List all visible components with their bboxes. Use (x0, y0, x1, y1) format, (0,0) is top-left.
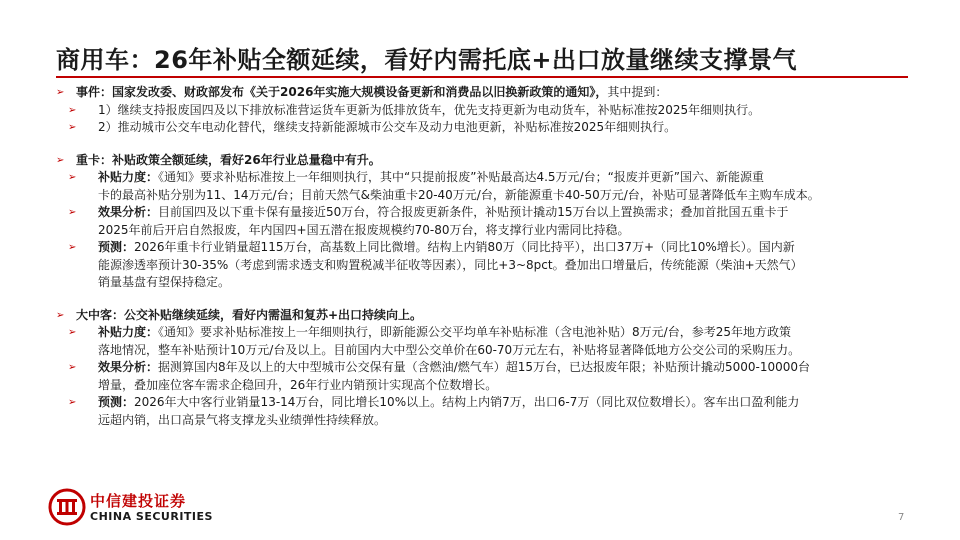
event-tail: 其中提到： (607, 85, 668, 99)
red-arrow-bullet-icon: ➢ (56, 154, 65, 166)
section-heavy-truck-heading: ➢ 重卡：补贴政策全额延续，看好26年行业总量稳中有升。 (56, 152, 912, 170)
event-text: 国家发改委、财政部发布《关于2026年实施大规模设备更新和消费品以旧换新政策的通知》， (112, 85, 608, 99)
list-item: ➢ 2）推动城市公交车电动化替代，继续支持新能源城市公交车及动力电池更新，补贴标准按2025年细则执行。 (56, 119, 912, 137)
page-title: 商用车：26年补贴全额延续，看好内需托底+出口放量继续支撑景气 (56, 46, 798, 74)
event-label: 事件： (76, 85, 113, 99)
red-arrow-bullet-icon: ➢ (68, 104, 77, 116)
red-arrow-bullet-icon: ➢ (68, 397, 77, 408)
list-item: ➢ 预测：2026年重卡行业销量超115万台，高基数上同比微增。结构上内销80万（同比持平），出口37万+（同比10%增长）。国内新 能源渗透率预计30-35%（考虑到需求透支和购置税减半征收等因素），同比+3~8pct。叠加出口增量后，传统能源（柴油+天然气） 销量基盘有望保持稳定。 (68, 240, 803, 289)
list-item: ➢ 补贴力度：《通知》要求补贴标准按上一年细则执行，即新能源公交平均单车补贴标准（含电池补贴）8万元/台，参考25年地方政策 落地情况，整车补贴预计10万元/台及以上。目前国内大中型公交单价在60-70万元左右，补贴将显著降低地方公交公司的采购压力。 (68, 325, 801, 357)
list-item: ➢ 补贴力度：《通知》要求补贴标准按上一年细则执行，其中“只提前报废”补贴最高达4.5万元/台；“报废并更新”国六、新能源重 卡的最高补贴分别为11、14万元/台；目前天然气&柴油重卡20-40万元/台，新能源重卡40-50万元/台，补贴可显著降低车主购车成本。 (68, 170, 820, 202)
red-arrow-bullet-icon: ➢ (68, 172, 77, 183)
citic-logo-icon (48, 488, 86, 526)
list-item: ➢ 效果分析：据测算国内8年及以上的大中型城市公交保有量（含燃油/燃气车）超15万台，已达报废年限；补贴预计撬动5000-10000台 增量，叠加座位客车需求企稳回升，26年行业内销预计实现高个位数增长。 (68, 360, 811, 392)
section-bus-heading: ➢ 大中客：公交补贴继续延续，看好内需温和复苏+出口持续向上。 (56, 307, 912, 325)
page-number: 7 (898, 512, 905, 523)
logo-english-name: CHINA SECURITIES (90, 510, 213, 523)
red-arrow-bullet-icon: ➢ (56, 87, 65, 98)
red-arrow-bullet-icon: ➢ (68, 242, 77, 253)
red-arrow-bullet-icon: ➢ (68, 327, 77, 338)
list-item: ➢ 预测：2026年大中客行业销量13-14万台，同比增长10%以上。结构上内销7万，出口6-7万（同比双位数增长）。客车出口盈利能力 远超内销，出口高景气将支撑龙头业绩弹性持续释放。 (68, 395, 800, 427)
red-arrow-bullet-icon: ➢ (68, 362, 77, 373)
logo-chinese-name: 中信建投证券 (90, 492, 187, 510)
red-arrow-bullet-icon: ➢ (68, 122, 77, 133)
company-logo (48, 488, 218, 528)
list-item: ➢ 效果分析：目前国四及以下重卡保有量接近50万台，符合报废更新条件，补贴预计撬动15万台以上置换需求；叠加首批国五重卡于 2025年前后开启自然报废，年内国四+国五潜在报废规模约70-80万台，将支撑行业内需同比持稳。 (68, 205, 789, 237)
title-divider (56, 76, 908, 78)
red-arrow-bullet-icon: ➢ (68, 207, 77, 218)
red-arrow-bullet-icon: ➢ (56, 309, 65, 321)
slide-content (56, 84, 912, 429)
section-event-heading (56, 84, 912, 102)
list-item: ➢ 1）继续支持报废国四及以下排放标准营运货车更新为低排放货车，优先支持更新为电动货车，补贴标准按2025年细则执行。 (56, 102, 912, 120)
